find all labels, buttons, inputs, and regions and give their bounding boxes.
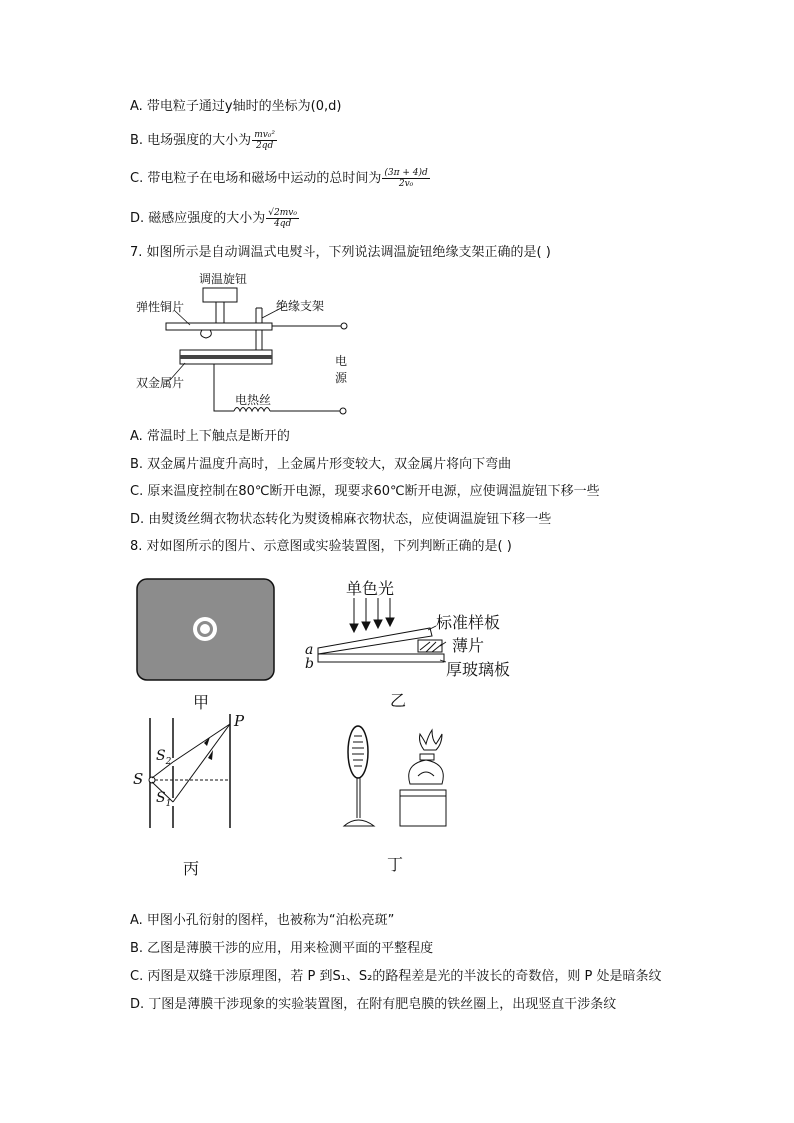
- knob-label: 调温旋钮: [199, 272, 248, 286]
- fig-bing-caption: 丙: [183, 859, 200, 878]
- fig-ding-caption: 丁: [387, 855, 404, 874]
- terminal-top: [341, 323, 347, 329]
- q6-option-c-text: C. 带电粒子在电场和磁场中运动的总时间为: [130, 171, 382, 186]
- fig-yi-caption: 乙: [390, 691, 407, 710]
- yi-film-label: 薄片: [452, 636, 485, 655]
- q8-option-b: B. 乙图是薄膜干涉的应用，用来检测平面的平整程度: [130, 941, 434, 956]
- fig-jia-diffraction: [136, 578, 276, 682]
- q7-option-b: B. 双金属片温度升高时，上金属片形变较大，双金属片将向下弯曲: [130, 457, 512, 472]
- copper-label: 弹性铜片: [136, 300, 185, 314]
- insulator-label: 绝缘支架: [276, 299, 325, 313]
- bing-s2-label: $S_2$: [156, 748, 172, 767]
- knob-block: [203, 288, 237, 302]
- bing-s-label: S: [133, 770, 144, 788]
- fig-bing-double-slit: [130, 708, 250, 838]
- fig-ding-soap-film: [338, 722, 450, 832]
- q8-option-c: C. 丙图是双缝干涉原理图，若 P 到S₁、S₂的路程差是光的半波长的奇数倍，则 P 处是暗条纹: [130, 969, 662, 984]
- power-label-2: 源: [335, 371, 348, 385]
- bimetal-label: 双金属片: [136, 376, 185, 390]
- q6-option-b-fraction: $\frac{\text{mv₀²}}{2qd}$: [254, 130, 276, 151]
- bing-p-label: P: [234, 712, 245, 730]
- q7-stem: 7. 如图所示是自动调温式电熨斗，下列说法调温旋钮绝缘支架正确的是( ): [130, 245, 551, 260]
- q6-option-b-text: B. 电场强度的大小为: [130, 133, 252, 148]
- yi-light-label: 单色光: [346, 579, 395, 598]
- q8-option-a: A. 甲图小孔衍射的图样，也被称为“泊松亮斑”: [130, 913, 395, 928]
- q8-option-d: D. 丁图是薄膜干涉现象的实验装置图，在附有肥皂膜的铁丝圈上，出现竖直干涉条纹: [130, 997, 617, 1012]
- fig-jia-caption: 甲: [193, 693, 210, 712]
- yi-a-label: a: [305, 642, 314, 658]
- q6-option-a: A. 带电粒子通过y轴时的坐标为(0,d): [130, 99, 342, 114]
- q7-option-c: C. 原来温度控制在80℃断开电源，现要求60℃断开电源，应使调温旋钮下移一些: [130, 484, 600, 499]
- q8-stem: 8. 对如图所示的图片、示意图或实验装置图，下列判断正确的是( ): [130, 539, 512, 554]
- terminal-bottom: [340, 408, 346, 414]
- yi-standard-label: 标准样板: [436, 613, 501, 632]
- q6-option-d-fraction: $\frac{\text{√2mv₀}}{4qd}$: [268, 208, 297, 229]
- q7-option-d: D. 由熨烫丝绸衣物状态转化为熨烫棉麻衣物状态，应使调温旋钮下移一些: [130, 512, 552, 527]
- q6-option-b: [130, 130, 277, 151]
- q6-option-d: [130, 208, 299, 229]
- power-label-1: 电: [335, 354, 348, 368]
- bing-s1-label: $S_1$: [156, 790, 172, 809]
- fig-yi-thin-film: [300, 590, 450, 680]
- q6-option-c: [130, 168, 430, 189]
- yi-glass-label: 厚玻璃板: [446, 660, 511, 679]
- heater-label: 电热丝: [235, 393, 272, 407]
- heater-coil: [234, 408, 270, 412]
- q6-option-d-text: D. 磁感应强度的大小为: [130, 211, 266, 226]
- q7-option-a: A. 常温时上下触点是断开的: [130, 429, 290, 444]
- yi-b-label: b: [305, 656, 314, 672]
- q6-option-c-fraction: $\frac{(3\pi + 4)d}{\text{2v₀}}$: [384, 168, 428, 189]
- copper-strip: [166, 323, 272, 330]
